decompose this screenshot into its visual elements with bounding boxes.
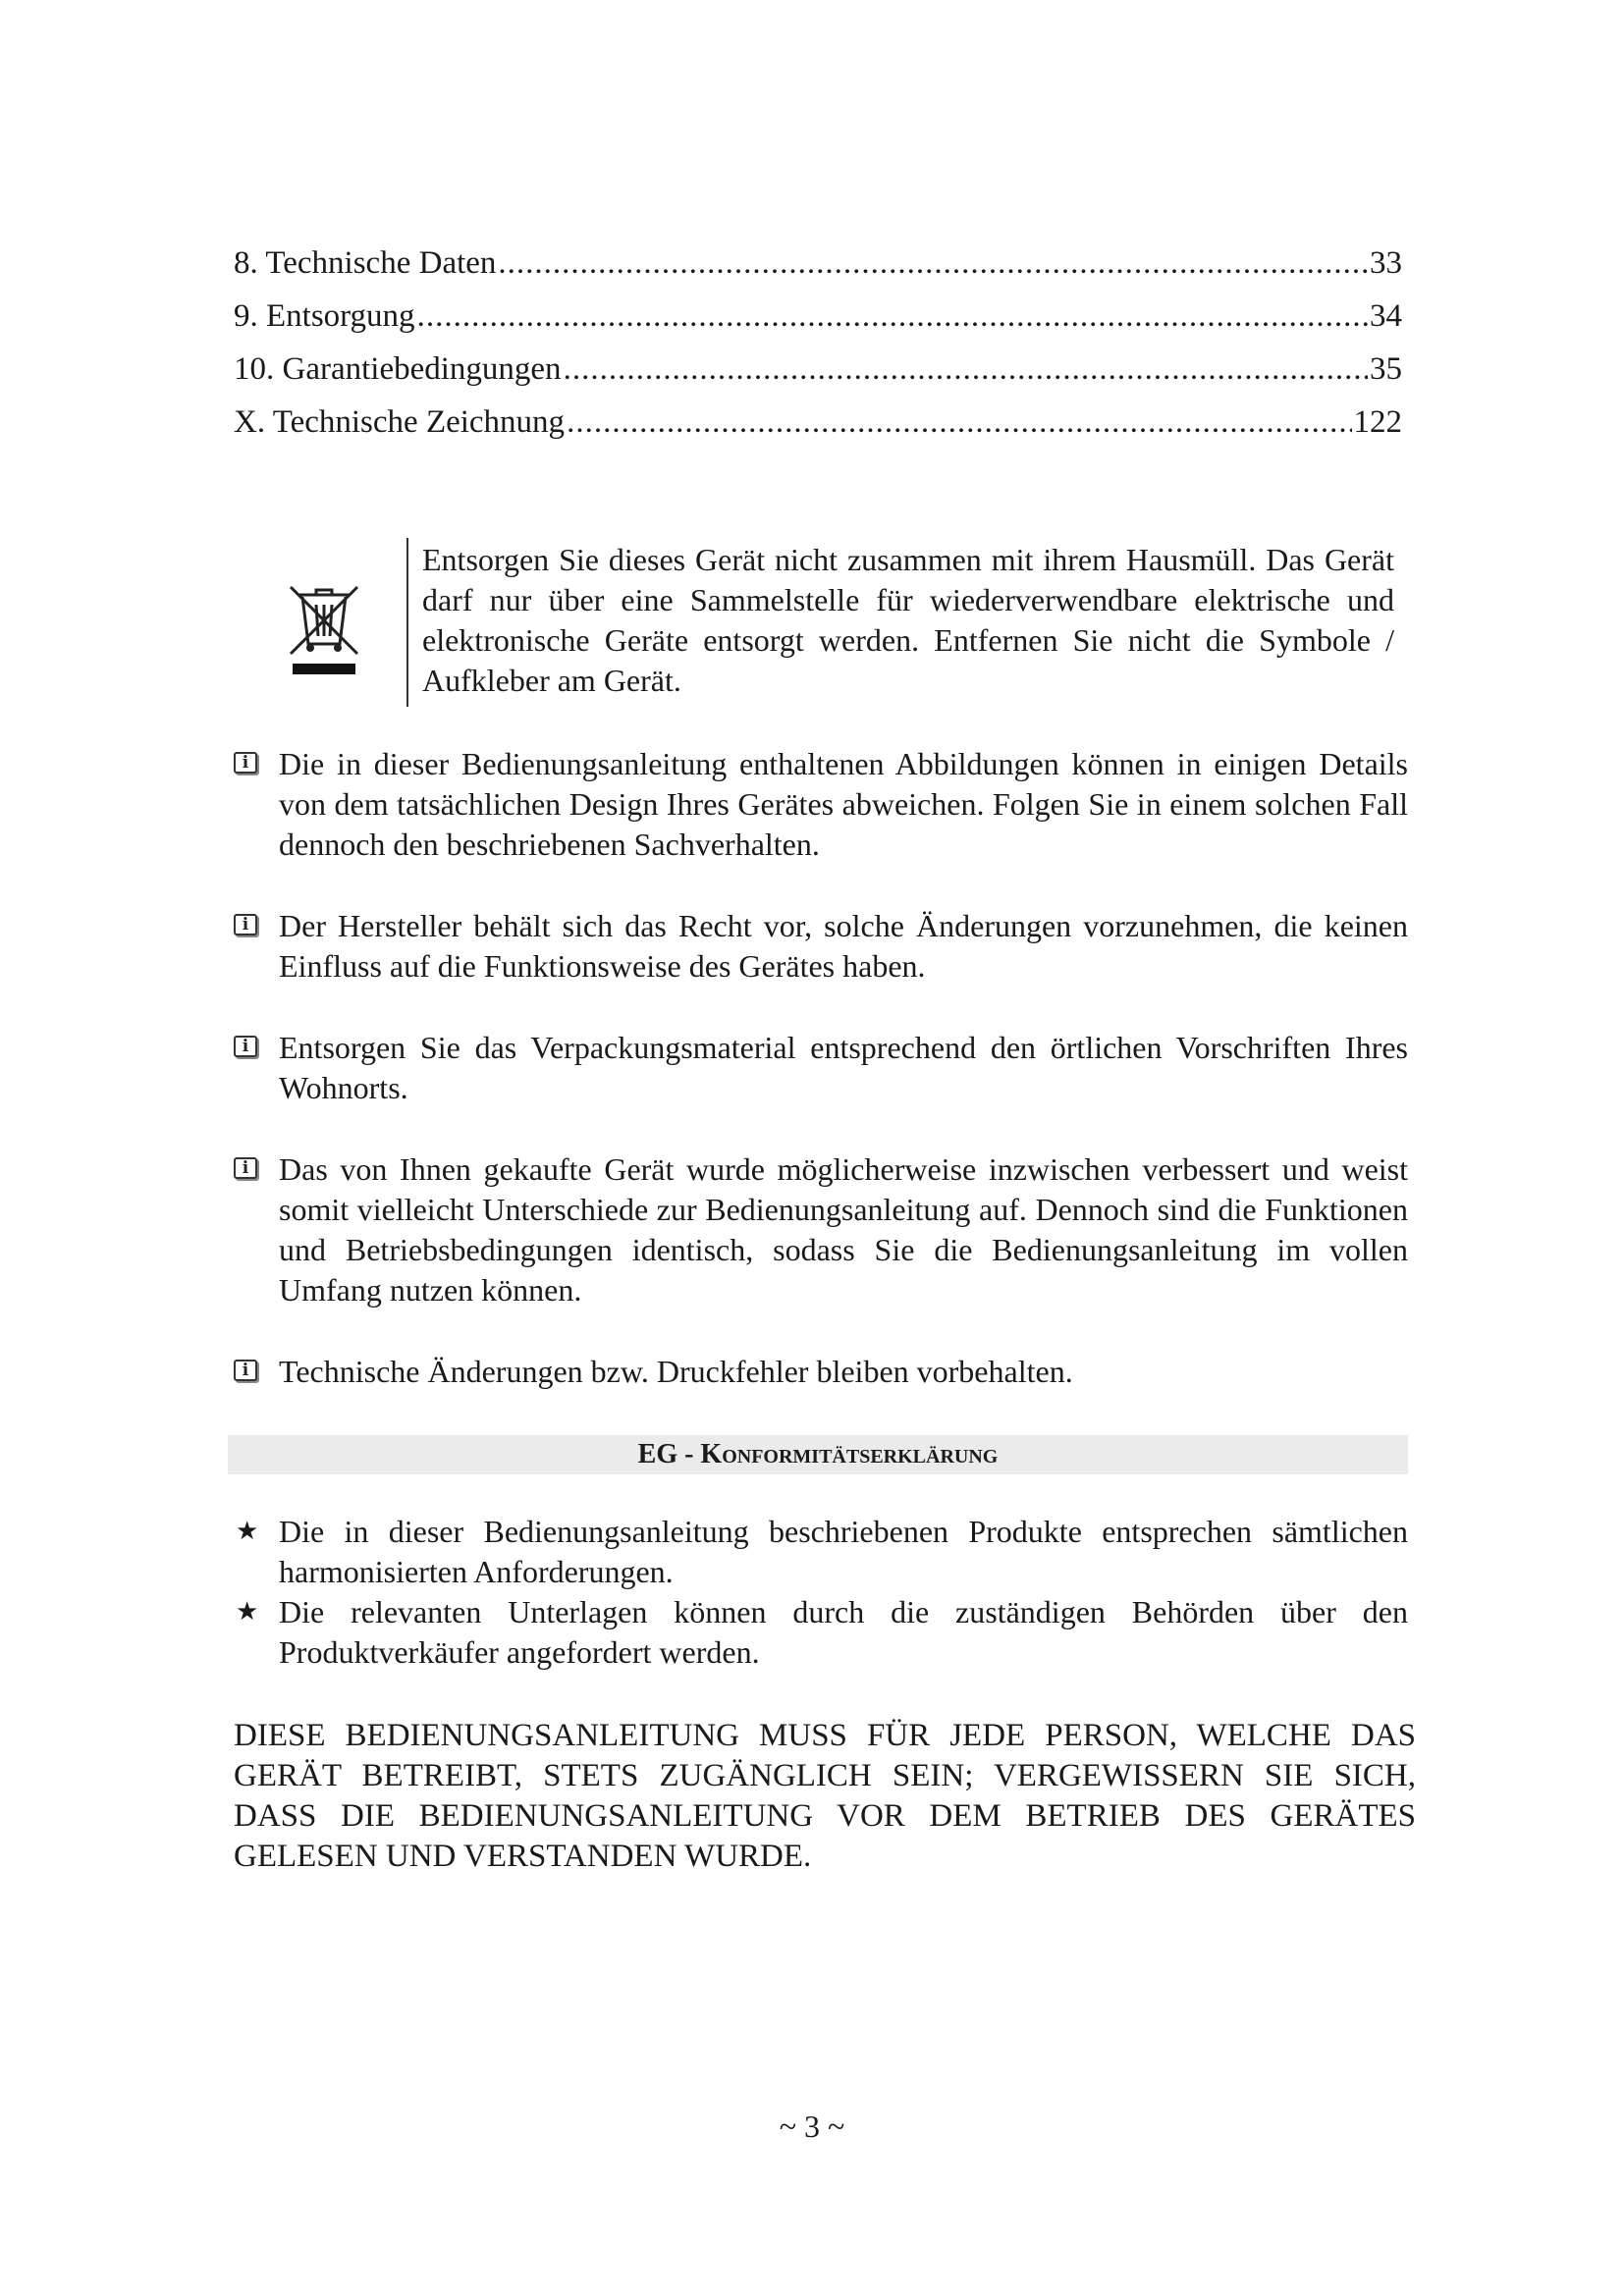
toc-entry-page: 35 <box>1370 351 1402 387</box>
info-notes <box>234 744 1408 1392</box>
toc-leader-dots <box>564 351 1368 388</box>
info-note <box>234 1352 1408 1392</box>
info-icon: i <box>234 914 257 935</box>
toc-entry[interactable] <box>234 404 1402 457</box>
toc-entry-label: X. Technische Zeichnung <box>234 404 566 440</box>
star-bullet-icon: ★ <box>236 1597 259 1627</box>
info-icon: i <box>234 1036 257 1057</box>
info-note-text: Das von Ihnen gekaufte Gerät wurde möglicherweise inzwischen verbessert und weist somit vielleicht Unterschiede zur Bedienungsanleitung auf. Dennoch sind die Funktionen und Betriebsbedingungen identisch, sodass Sie die Bedienungsanleitung im vollen Umfang nutzen können. <box>279 1151 1408 1308</box>
toc-entry[interactable] <box>234 298 1402 351</box>
list-item <box>234 1512 1408 1592</box>
info-note-text: Entsorgen Sie das Verpackungsmaterial entsprechend den örtlichen Vorschriften Ihres Wohnorts. <box>279 1030 1408 1105</box>
toc-entry-label: 8. Technische Daten <box>234 245 497 281</box>
toc-entry[interactable] <box>234 351 1402 404</box>
toc-leader-dots <box>567 404 1351 441</box>
weee-disposal-notice <box>234 538 1412 707</box>
conformity-list <box>234 1512 1408 1673</box>
crossed-out-wheelie-bin-icon <box>285 581 363 679</box>
toc-leader-dots <box>417 298 1368 335</box>
toc-entry-page: 122 <box>1353 404 1402 440</box>
info-note-text: Technische Änderungen bzw. Druckfehler bleiben vorbehalten. <box>279 1354 1073 1389</box>
list-item-text: Die relevanten Unterlagen können durch die zuständigen Behörden über den Produktverkäufer angefordert werden. <box>279 1594 1408 1670</box>
star-bullet-icon: ★ <box>236 1517 259 1546</box>
list-item <box>234 1592 1408 1673</box>
page-number: ~ 3 ~ <box>779 2109 845 2144</box>
vertical-divider <box>406 538 408 707</box>
info-icon: i <box>234 1360 257 1381</box>
info-note <box>234 1149 1408 1310</box>
toc-entry-page: 33 <box>1370 245 1402 281</box>
list-item-text: Die in dieser Bedienungsanleitung beschriebenen Produkte entsprechen sämtlichen harmonisierten Anforderungen. <box>279 1514 1408 1589</box>
info-note-text: Der Hersteller behält sich das Recht vor, solche Änderungen vorzunehmen, die keinen Einfluss auf die Funktionsweise des Gerätes haben. <box>279 908 1408 984</box>
toc-entry-page: 34 <box>1370 298 1402 334</box>
table-of-contents <box>234 245 1402 457</box>
info-note <box>234 1028 1408 1108</box>
warning-paragraph: DIESE BEDIENUNGSANLEITUNG MUSS FÜR JEDE PERSON, WELCHE DAS GERÄT BETREIBT, STETS ZUGÄNGLICH SEIN; VERGEWISSERN SIE SICH, DASS DIE BEDIENUNGSANLEITUNG VOR DEM BETRIEB DES GERÄTES GELESEN UND VERSTANDEN WURDE. <box>234 1718 1416 1874</box>
toc-leader-dots <box>498 245 1368 282</box>
toc-entry[interactable] <box>234 245 1402 298</box>
info-note <box>234 906 1408 987</box>
toc-entry-label: 10. Garantiebedingungen <box>234 351 562 387</box>
toc-entry-label: 9. Entsorgung <box>234 298 415 334</box>
info-icon: i <box>234 752 257 774</box>
info-note-text: Die in dieser Bedienungsanleitung enthaltenen Abbildungen können in einigen Details von dem tatsächlichen Design Ihres Gerätes abweichen. Folgen Sie in einem solchen Fall dennoch den beschriebenen Sachverhalten. <box>279 746 1408 862</box>
section-heading-eg-conformity: EG - Konformitätserklärung <box>228 1435 1408 1474</box>
info-icon: i <box>234 1157 257 1179</box>
info-note <box>234 744 1408 865</box>
weee-text: Entsorgen Sie dieses Gerät nicht zusammen mit ihrem Hausmüll. Das Gerät darf nur über eine Sammelstelle für wiederverwendbare elektrische und elektronische Geräte entsorgt werden. Entfernen Sie nicht die Symbole / Aufkleber am Gerät. <box>422 542 1394 698</box>
